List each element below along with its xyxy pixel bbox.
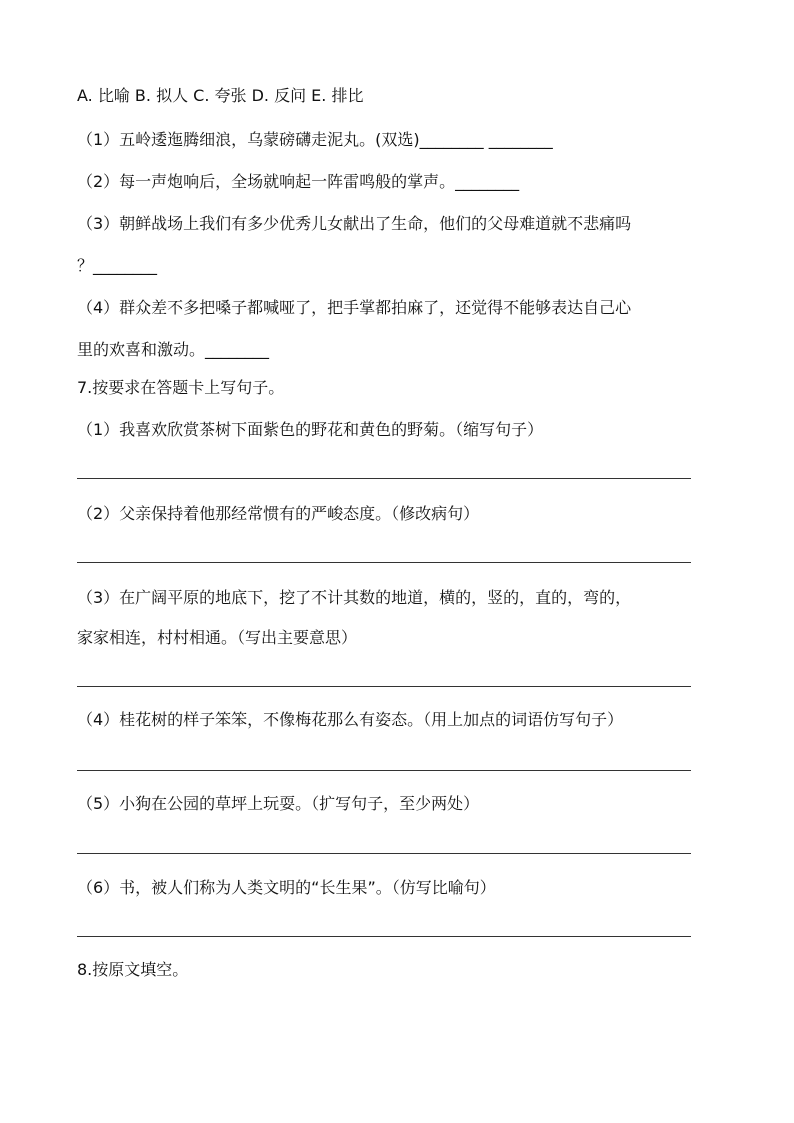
q7-answer-line-1 — [77, 478, 691, 479]
q7-answer-line-5 — [77, 853, 691, 854]
q6-item-1: （1）五岭逶迤腾细浪，乌蒙磅礴走泥丸。(双选)________ ________ — [77, 130, 553, 149]
q6-item-3-line2: ？________ — [77, 256, 158, 275]
question-7-heading: 7.按要求在答题卡上写句子。 — [77, 378, 285, 397]
q7-item-4: （4）桂花树的样子笨笨，不像梅花那么有姿态。（用上加点的词语仿写句子） — [77, 710, 624, 729]
q7-item-5: （5）小狗在公园的草坪上玩耍。（扩写句子，至少两处） — [77, 794, 480, 813]
question-6-options: A. 比喻 B. 拟人 C. 夸张 D. 反问 E. 排比 — [77, 86, 364, 105]
q7-item-2: （2）父亲保持着他那经常惯有的严峻态度。（修改病句） — [77, 504, 480, 523]
q7-item-6: （6）书，被人们称为人类文明的“长生果”。（仿写比喻句） — [77, 878, 496, 897]
q6-item-2: （2）每一声炮响后，全场就响起一阵雷鸣般的掌声。________ — [77, 172, 520, 191]
q7-answer-line-3 — [77, 686, 691, 687]
q7-item-1: （1）我喜欢欣赏茶树下面紫色的野花和黄色的野菊。（缩写句子） — [77, 420, 544, 439]
q7-item-3-line2: 家家相连，村村相通。（写出主要意思） — [77, 628, 358, 647]
q7-answer-line-4 — [77, 770, 691, 771]
q6-item-4-line2: 里的欢喜和激动。________ — [77, 340, 270, 359]
question-8-heading: 8.按原文填空。 — [77, 960, 189, 979]
q6-item-3-line1: （3）朝鲜战场上我们有多少优秀儿女献出了生命，他们的父母难道就不悲痛吗 — [77, 214, 632, 233]
q7-answer-line-6 — [77, 936, 691, 937]
q7-answer-line-2 — [77, 562, 691, 563]
q7-item-3-line1: （3）在广阔平原的地底下，挖了不计其数的地道，横的，竖的，直的，弯的， — [77, 588, 632, 607]
q6-item-4-line1: （4）群众差不多把嗓子都喊哑了，把手掌都拍麻了，还觉得不能够表达自己心 — [77, 298, 632, 317]
